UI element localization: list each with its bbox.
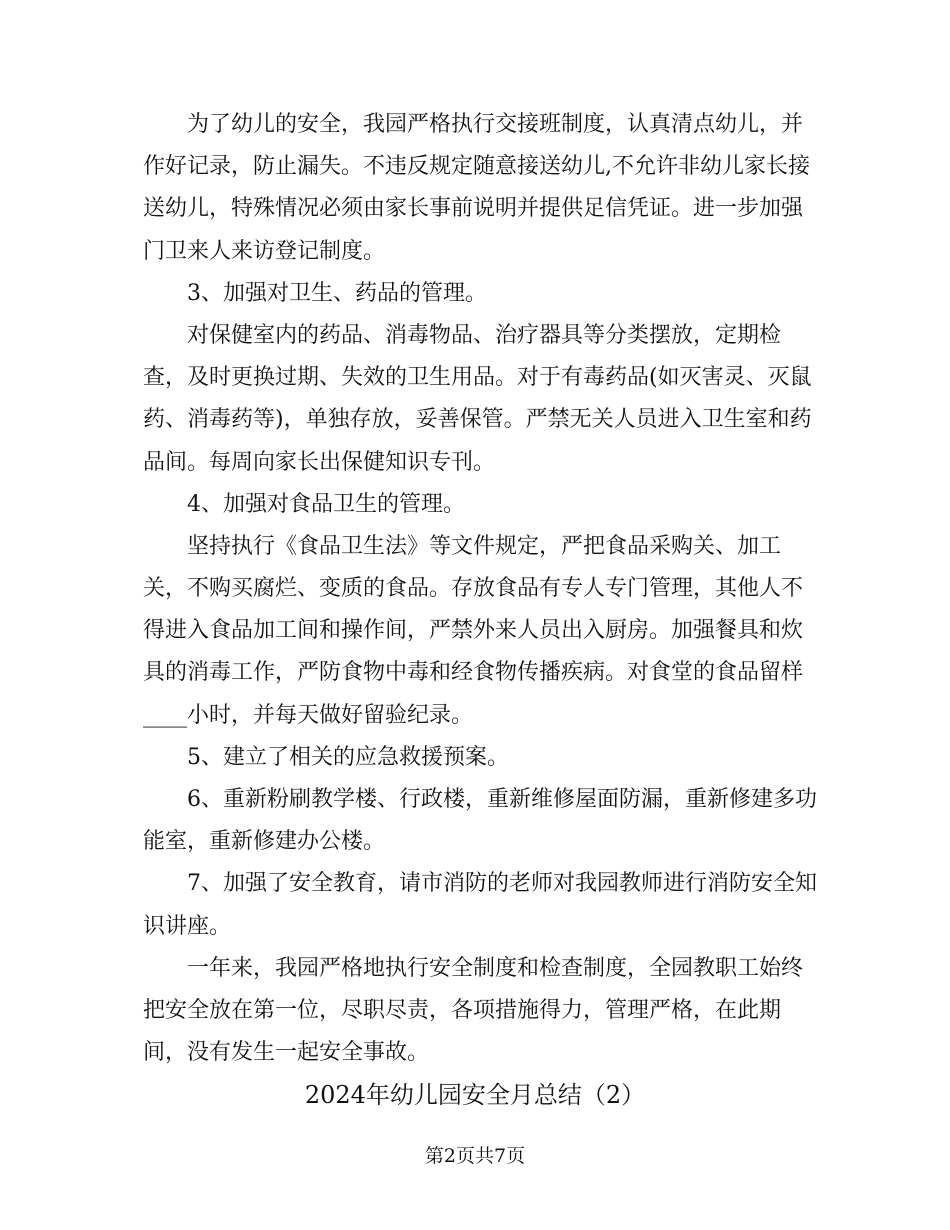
paragraph-line: ____小时，并每天做好留验纪录。	[143, 702, 474, 728]
paragraph	[143, 779, 843, 863]
paragraph-line: 送幼儿，特殊情况必须由家长事前说明并提供足信凭证。进一步加强	[143, 196, 804, 222]
paragraph	[143, 948, 843, 1075]
paragraph-line: 查，及时更换过期、失效的卫生用品。对于有毒药品(如灭害灵、灭鼠	[143, 365, 812, 391]
paragraph-line: 3、加强对卫生、药品的管理。	[187, 280, 487, 306]
paragraph-line: 药、消毒药等)，单独存放，妥善保管。严禁无关人员进入卫生室和药	[143, 407, 812, 433]
document-body	[143, 104, 843, 1117]
paragraph	[143, 484, 843, 526]
paragraph-line: 具的消毒工作，严防食物中毒和经食物传播疾病。对食堂的食品留样	[143, 660, 804, 686]
paragraph-line: 品间。每周向家长出保健知识专刊。	[143, 449, 496, 475]
paragraph-line: 能室，重新修建办公楼。	[143, 829, 386, 855]
paragraph-line: 间，没有发生一起安全事故。	[143, 1040, 430, 1066]
section-title: 2024年幼儿园安全月总结（2）	[304, 1081, 646, 1110]
paragraph-line: 识讲座。	[143, 913, 232, 939]
paragraph-line: 一年来，我园严格地执行安全制度和检查制度，全园教职工始终	[187, 955, 804, 981]
paragraph-line: 作好记录，防止漏失。不违反规定随意接送幼儿,不允许非幼儿家长接	[143, 154, 810, 180]
paragraph-line: 把安全放在第一位，尽职尽责，各项措施得力，管理严格，在此期	[143, 997, 782, 1023]
page-footer: 第2页共7页	[424, 1145, 526, 1167]
paragraph	[143, 526, 843, 737]
paragraph-line: 6、重新粉刷教学楼、行政楼，重新维修屋面防漏，重新修建多功	[187, 787, 817, 812]
paragraph	[143, 863, 843, 947]
paragraph-line: 4、加强对食品卫生的管理。	[187, 491, 465, 517]
paragraph-line: 7、加强了安全教育，请市消防的老师对我园教师进行消防安全知	[187, 871, 817, 897]
paragraph	[143, 315, 843, 484]
paragraph-line: 关，不购买腐烂、变质的食品。存放食品有专人专门管理，其他人不	[143, 576, 804, 602]
paragraph-line: 得进入食品加工间和操作间，严禁外来人员出入厨房。加强餐具和炊	[143, 618, 804, 644]
paragraph-line: 5、建立了相关的应急救援预案。	[187, 744, 509, 770]
paragraph-line: 坚持执行《食品卫生法》等文件规定，严把食品采购关、加工	[187, 533, 782, 559]
paragraph-line: 对保健室内的药品、消毒物品、治疗器具等分类摆放，定期检	[187, 322, 782, 348]
paragraph	[143, 273, 843, 315]
paragraph	[143, 737, 843, 779]
paragraph-line: 为了幼儿的安全，我园严格执行交接班制度，认真清点幼儿，并	[187, 112, 804, 137]
paragraph-line: 门卫来人来访登记制度。	[143, 238, 386, 264]
paragraph	[143, 104, 843, 273]
